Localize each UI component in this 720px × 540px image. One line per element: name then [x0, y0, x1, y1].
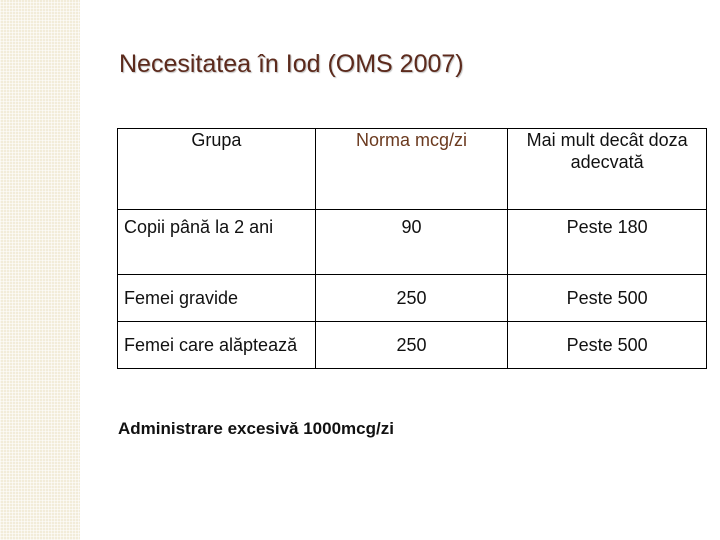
cell-doza: Peste 500: [508, 275, 707, 322]
table-row: [118, 275, 707, 322]
footer-note: Administrare excesivă 1000mcg/zi: [118, 419, 394, 438]
table-row: [118, 322, 707, 369]
cell-norma: 250: [315, 275, 508, 322]
header-norma: Norma mcg/zi: [315, 129, 508, 210]
header-doza: Mai mult decât doza adecvată: [508, 129, 707, 210]
iodine-requirements-table: [117, 128, 707, 369]
cell-norma: 90: [315, 210, 508, 275]
cell-group: Femei care alăptează: [118, 322, 316, 369]
header-grupa: Grupa: [118, 129, 316, 210]
table-header-row: [118, 129, 707, 210]
table-row: [118, 210, 707, 275]
decorative-side-strip: [0, 0, 80, 540]
cell-doza: Peste 500: [508, 322, 707, 369]
cell-doza: Peste 180: [508, 210, 707, 275]
slide-title: Necesitatea în Iod (OMS 2007): [119, 50, 464, 78]
cell-group: Femei gravide: [118, 275, 316, 322]
cell-norma: 250: [315, 322, 508, 369]
cell-group: Copii până la 2 ani: [118, 210, 316, 275]
